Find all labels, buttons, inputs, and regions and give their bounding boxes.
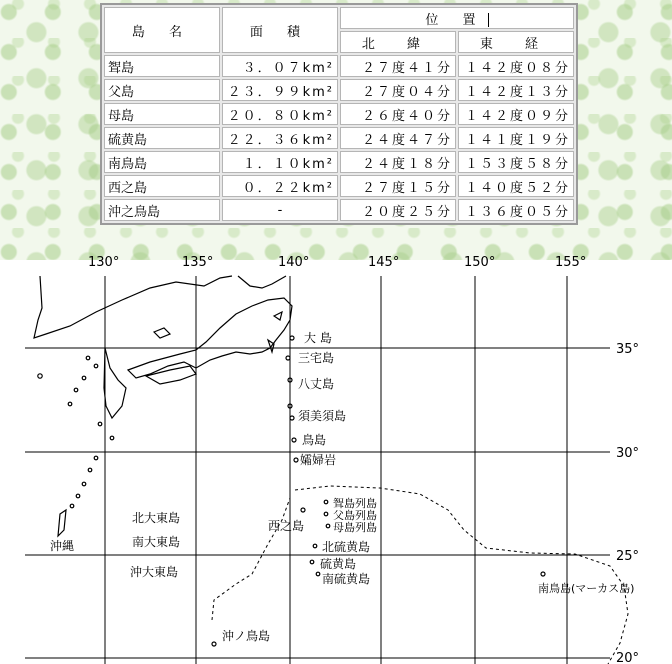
island-latitude: ２７度１５分	[340, 175, 456, 197]
island-latitude: ２４度４７分	[340, 127, 456, 149]
island-dot	[94, 364, 98, 368]
text-cursor	[488, 13, 489, 27]
label-okinawa: 沖縄	[50, 539, 75, 553]
island-dot	[292, 438, 296, 442]
island-name: 沖之鳥島	[104, 199, 220, 221]
island-dot	[76, 494, 80, 498]
island-name: 父島	[104, 79, 220, 101]
label-chichijima: 父島列島	[333, 509, 377, 522]
longitude-label-145: 145°	[368, 255, 400, 270]
header-position: 位 置	[340, 7, 574, 29]
longitude-label-150: 150°	[464, 255, 496, 270]
island-longitude: １４２度０９分	[458, 103, 574, 125]
island-latitude: ２４度１８分	[340, 151, 456, 173]
latitude-label-25: 25°	[616, 549, 640, 564]
island-area: -	[222, 199, 338, 221]
island-longitude: １３６度０５分	[458, 199, 574, 221]
island-dot	[68, 402, 72, 406]
nansei-islands	[38, 356, 114, 536]
island-dot	[290, 416, 294, 420]
island-latitude: ２７度４１分	[340, 55, 456, 77]
island-name: 聟島	[104, 55, 220, 77]
island-area: ２２．３６km²	[222, 127, 338, 149]
table-row	[104, 79, 574, 101]
island-latitude: ２７度０４分	[340, 79, 456, 101]
island-dot	[313, 544, 317, 548]
island-name: 西之島	[104, 175, 220, 197]
island-latitude: ２０度２５分	[340, 199, 456, 221]
label-oshima: 大 島	[304, 331, 332, 345]
island-dot	[94, 456, 98, 460]
label-miyakejima: 三宅島	[298, 351, 335, 365]
island-dot	[541, 572, 545, 576]
island-dot	[286, 356, 290, 360]
table-row	[104, 151, 574, 173]
island-dot	[38, 374, 42, 378]
longitude-label-135: 135°	[182, 255, 214, 270]
island-name: 南鳥島	[104, 151, 220, 173]
longitude-label-130: 130°	[88, 255, 120, 270]
island-dot	[88, 468, 92, 472]
label-okidaitojima: 沖大東島	[130, 565, 179, 579]
label-minamiiojima: 南硫黄島	[322, 572, 371, 586]
island-dot	[212, 642, 216, 646]
island-table	[100, 3, 578, 225]
island-longitude: １４１度１９分	[458, 127, 574, 149]
islands-map	[0, 248, 672, 664]
island-dot	[326, 524, 330, 528]
island-area: ０．２２km²	[222, 175, 338, 197]
longitude-label-140: 140°	[278, 255, 310, 270]
table-row	[104, 175, 574, 197]
island-dot	[316, 572, 320, 576]
island-dot	[86, 356, 90, 360]
label-mukojima: 聟島列島	[333, 497, 377, 510]
label-minamidaitojima: 南大東島	[132, 535, 181, 549]
hokkaido-coast	[238, 276, 286, 288]
label-nishinoshima: 西之島	[268, 519, 305, 533]
island-longitude: １４２度０８分	[458, 55, 574, 77]
island-dot	[301, 508, 305, 512]
label-torishima: 鳥島	[302, 433, 327, 447]
label-kitaiojima: 北硫黄島	[322, 540, 371, 554]
korea-coast	[34, 276, 232, 338]
island-dot	[74, 388, 78, 392]
island-name: 硫黄島	[104, 127, 220, 149]
label-hahajima: 母島列島	[333, 521, 377, 534]
header-island-name: 島 名	[104, 7, 220, 53]
island-dot	[82, 482, 86, 486]
shikoku-coast	[146, 366, 196, 384]
label-hachijojima: 八丈島	[298, 377, 335, 391]
label-kitadaitojima: 北大東島	[132, 511, 181, 525]
kyushu-coast	[104, 348, 126, 418]
header-latitude: 北 緯	[340, 31, 456, 53]
island-latitude: ２６度４０分	[340, 103, 456, 125]
label-sumisujima: 須美須島	[298, 409, 347, 423]
longitude-label-155: 155°	[555, 255, 587, 270]
label-minamitorishima: 南鳥島(マーカス島)	[538, 582, 635, 595]
eez-boundary	[212, 486, 628, 664]
header-area: 面 積	[222, 7, 338, 53]
island-dot	[110, 436, 114, 440]
label-iojima: 硫黄島	[320, 557, 357, 571]
island-dot	[324, 512, 328, 516]
island-dot	[82, 376, 86, 380]
island-longitude: １４２度１３分	[458, 79, 574, 101]
island-area: ２０．８０km²	[222, 103, 338, 125]
island-area: ２３．９９km²	[222, 79, 338, 101]
label-okinotorishima: 沖ノ鳥島	[222, 629, 271, 643]
island-dot	[324, 500, 328, 504]
noto-coast	[274, 312, 282, 320]
table-row	[104, 127, 574, 149]
table-row	[104, 55, 574, 77]
island-dot	[98, 422, 102, 426]
island-dot	[290, 336, 294, 340]
latitude-label-20: 20°	[616, 651, 640, 664]
island-dot	[310, 560, 314, 564]
island-area: １．１０km²	[222, 151, 338, 173]
sado-coast	[154, 328, 170, 338]
island-dot	[70, 504, 74, 508]
island-dot	[294, 458, 298, 462]
japan-coastline	[34, 276, 292, 418]
okinawa-island	[58, 510, 66, 536]
label-sofugan: 孀婦岩	[300, 453, 337, 467]
island-area: ３．０７km²	[222, 55, 338, 77]
ogasawara-islands	[212, 336, 545, 646]
table-row	[104, 103, 574, 125]
header-longitude: 東 経	[458, 31, 574, 53]
honshu-coast	[128, 298, 292, 378]
island-longitude: １４０度５２分	[458, 175, 574, 197]
island-longitude: １５３度５８分	[458, 151, 574, 173]
table-row	[104, 199, 574, 221]
latitude-label-30: 30°	[616, 446, 640, 461]
island-name: 母島	[104, 103, 220, 125]
latitude-label-35: 35°	[616, 342, 640, 357]
